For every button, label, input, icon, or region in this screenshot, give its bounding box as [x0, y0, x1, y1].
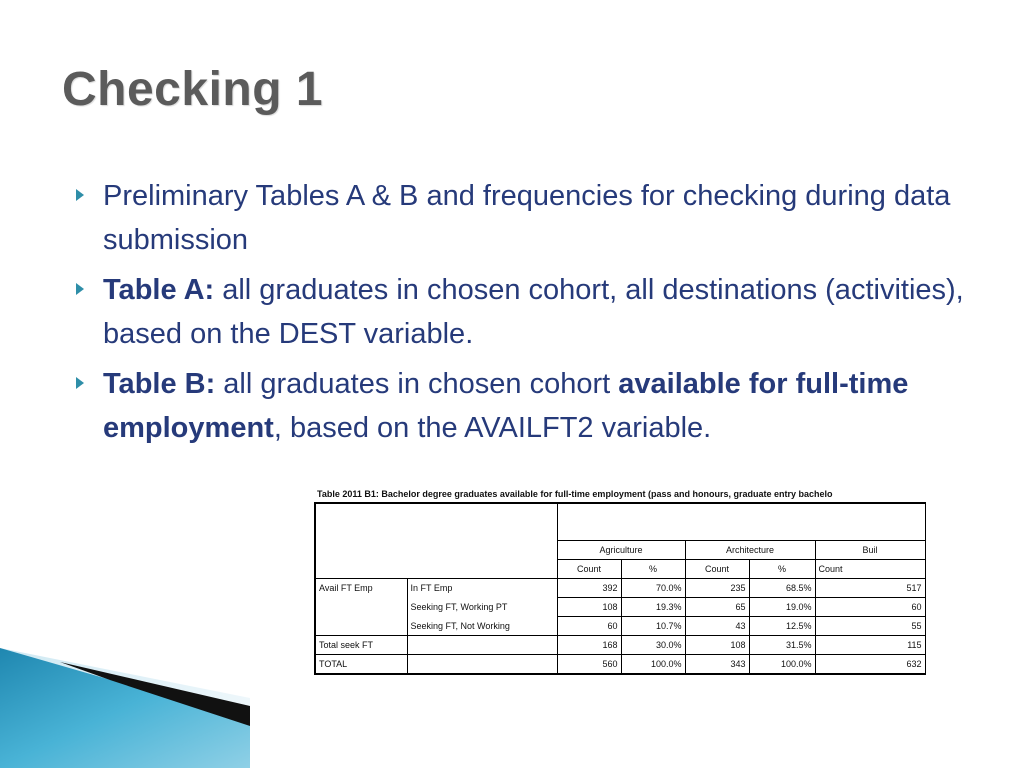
- bullet-item-table-b: [74, 362, 933, 450]
- bullet-text: , based on the AVAILFT2 variable.: [273, 412, 712, 444]
- subheader: Count: [815, 560, 925, 579]
- cell: 43: [685, 617, 749, 636]
- bullet-text: all graduates in chosen cohort: [215, 368, 619, 400]
- group-header: Agriculture: [557, 541, 685, 560]
- bullet-item-preliminary: [74, 174, 974, 262]
- table-row: [315, 655, 925, 675]
- cell: 60: [815, 598, 925, 617]
- subheader: %: [749, 560, 815, 579]
- cell: 108: [557, 598, 621, 617]
- table-row: [315, 636, 925, 655]
- table-row: [315, 598, 925, 617]
- row-label: [315, 598, 407, 617]
- bullet-item-table-a: [74, 268, 974, 356]
- row-label: Avail FT Emp: [315, 579, 407, 598]
- bullet-bold-label: Table A:: [103, 274, 215, 306]
- cell: 60: [557, 617, 621, 636]
- cell: 19.3%: [621, 598, 685, 617]
- corner-decoration: [0, 640, 250, 768]
- cell: 517: [815, 579, 925, 598]
- cell: 10.7%: [621, 617, 685, 636]
- subheader: Count: [685, 560, 749, 579]
- row-sublabel: Seeking FT, Not Working: [407, 617, 557, 636]
- cell: 68.5%: [749, 579, 815, 598]
- table-row: [315, 617, 925, 636]
- cell: 55: [815, 617, 925, 636]
- row-sublabel: [407, 655, 557, 675]
- subheader: Count: [557, 560, 621, 579]
- cell: 392: [557, 579, 621, 598]
- cell: 108: [685, 636, 749, 655]
- table-caption: Table 2011 B1: Bachelor degree graduates available for full-time employment (pass and honours, graduate entry bachelo: [317, 489, 833, 499]
- cell: 65: [685, 598, 749, 617]
- cell: 30.0%: [621, 636, 685, 655]
- cell: 343: [685, 655, 749, 675]
- row-sublabel: In FT Emp: [407, 579, 557, 598]
- triangle-bullet-icon: [76, 283, 84, 295]
- group-header: Buil: [815, 541, 925, 560]
- cell: 100.0%: [749, 655, 815, 675]
- table-subheader-row: [315, 560, 925, 579]
- table-group-header-row: [315, 541, 925, 560]
- bullet-bold-emphasis: available for full-time employment: [103, 368, 909, 444]
- bullet-text: all graduates in chosen cohort, all destinations (activities), based on the DEST variable.: [103, 274, 964, 350]
- graduates-table: [314, 502, 926, 675]
- bullet-text: Preliminary Tables A & B and frequencies for checking during data submission: [103, 180, 951, 256]
- bullet-bold-label: Table B:: [103, 368, 216, 400]
- cell: 632: [815, 655, 925, 675]
- table-row: [315, 579, 925, 598]
- row-label: Total seek FT: [315, 636, 407, 655]
- cell: 12.5%: [749, 617, 815, 636]
- table-header-blank-row: [315, 503, 925, 522]
- bullet-list: [74, 174, 974, 456]
- row-label: [315, 617, 407, 636]
- row-sublabel: Seeking FT, Working PT: [407, 598, 557, 617]
- table-image: [314, 486, 922, 676]
- cell: 100.0%: [621, 655, 685, 675]
- cell: 70.0%: [621, 579, 685, 598]
- cell: 168: [557, 636, 621, 655]
- cell: 235: [685, 579, 749, 598]
- cell: 115: [815, 636, 925, 655]
- slide-title: Checking 1: [62, 63, 324, 116]
- group-header: Architecture: [685, 541, 815, 560]
- triangle-bullet-icon: [76, 189, 84, 201]
- row-label: TOTAL: [315, 655, 407, 675]
- cell: 560: [557, 655, 621, 675]
- cell: 31.5%: [749, 636, 815, 655]
- subheader: %: [621, 560, 685, 579]
- cell: 19.0%: [749, 598, 815, 617]
- table-header-blank-row: [315, 522, 925, 541]
- triangle-bullet-icon: [76, 377, 84, 389]
- row-sublabel: [407, 636, 557, 655]
